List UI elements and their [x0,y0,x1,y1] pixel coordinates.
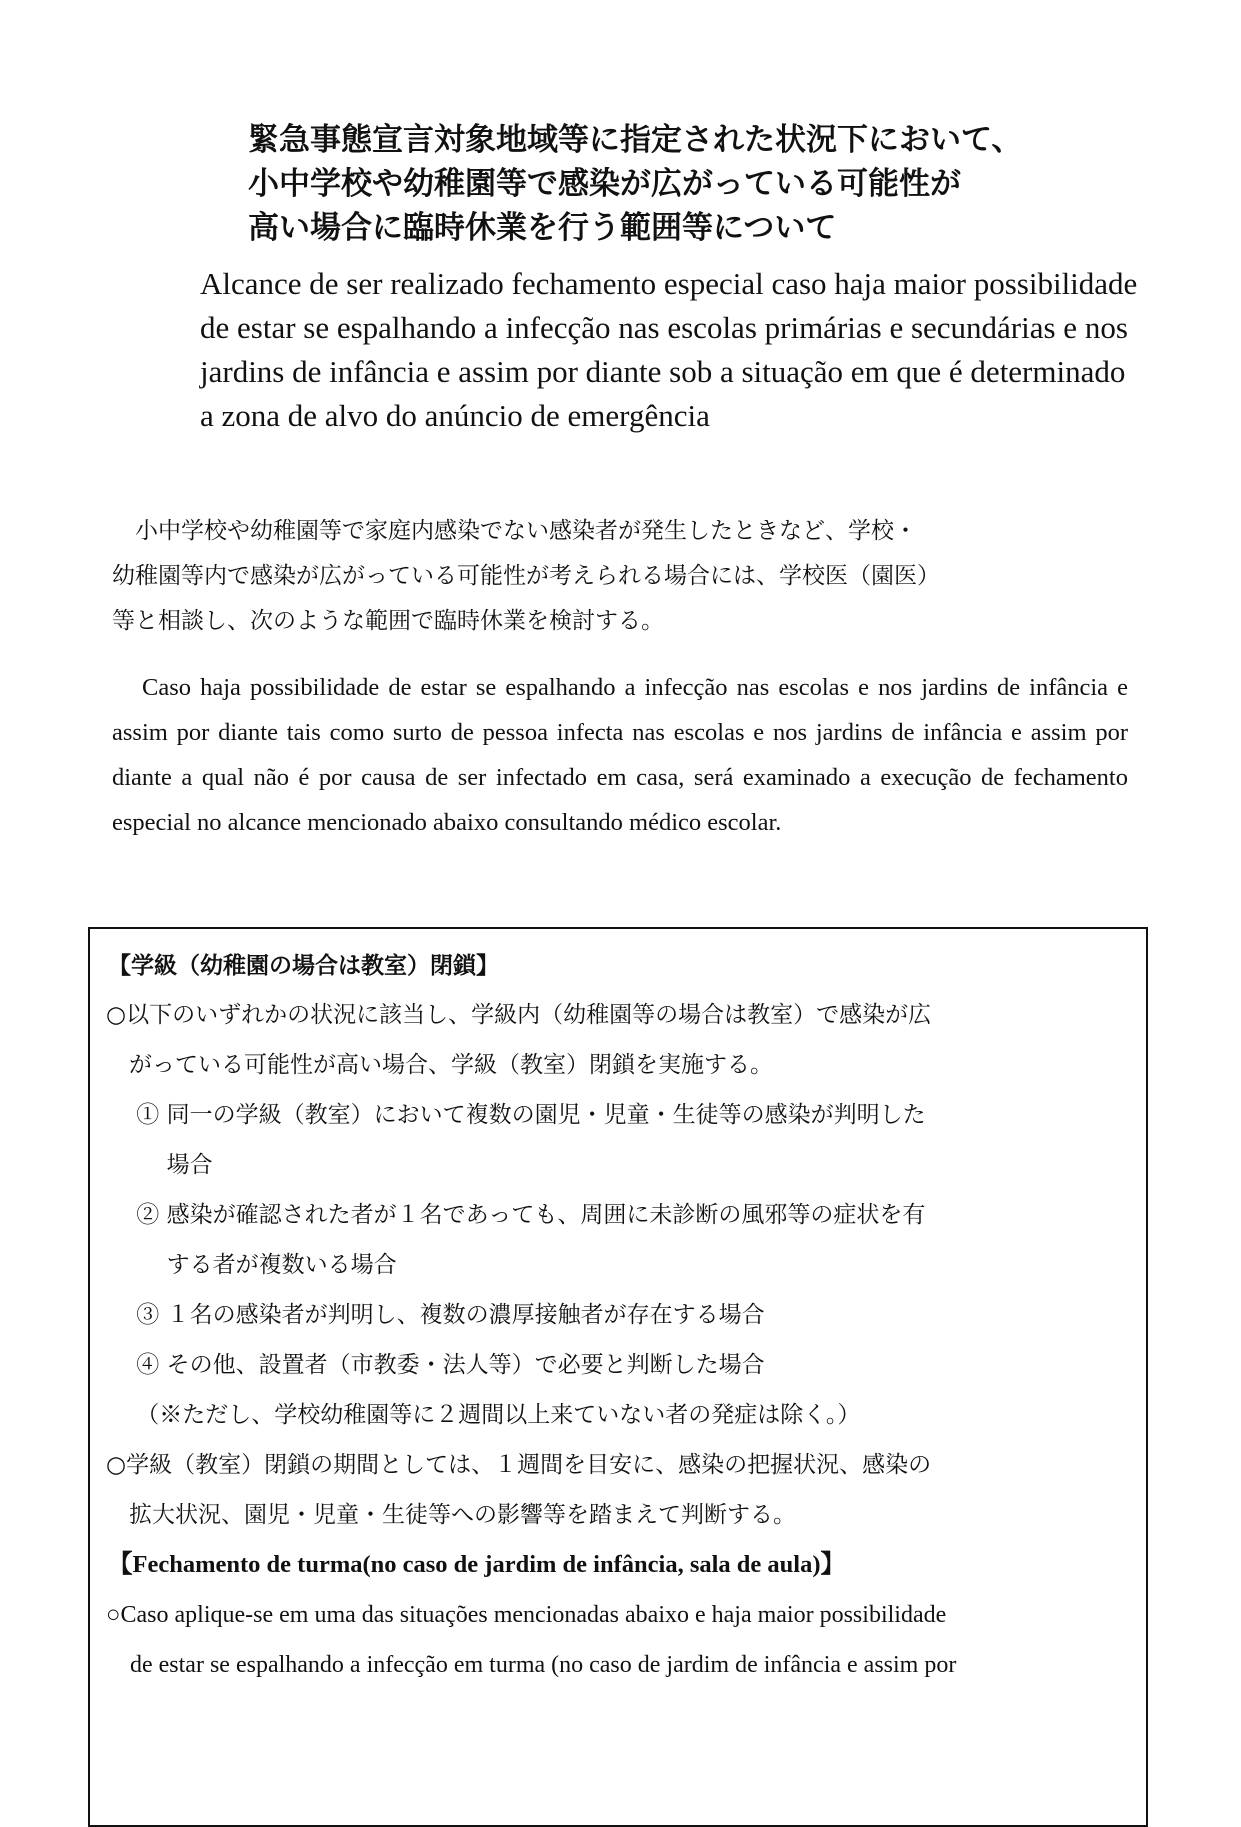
box-jp-line-3: ① 同一の学級（教室）において複数の園児・児童・生徒等の感染が判明した [106,1102,926,1128]
title-japanese [248,118,1148,250]
box-heading-portuguese: 【Fechamento de turma(no caso de jardim de infância, sala de aula)】 [108,1551,845,1578]
intro-paragraph-japanese [112,509,1132,644]
box-jp-line-8: ④ その他、設置者（市教委・法人等）で必要と判断した場合 [106,1352,765,1378]
box-pt-line-1: ○Caso aplique-se em uma das situações mencionadas abaixo e haja maior possibilidade [106,1602,947,1628]
box-jp-line-2: がっている可能性が高い場合、学級（教室）閉鎖を実施する。 [106,1052,773,1078]
title-jp-line-2: 小中学校や幼稚園等で感染が広がっている可能性が [248,166,961,202]
box-jp-line-6: する者が複数いる場合 [106,1252,397,1278]
title-jp-line-1: 緊急事態宣言対象地域等に指定された状況下において、 [248,122,1023,158]
box-jp-line-5: ② 感染が確認された者が１名であっても、周囲に未診断の風邪等の症状を有 [106,1202,926,1228]
box-jp-line-11: 拡大状況、園児・児童・生徒等への影響等を踏まえて判断する。 [106,1502,796,1528]
box-jp-line-7: ③ １名の感染者が判明し、複数の濃厚接触者が存在する場合 [106,1302,765,1328]
class-closure-box [88,927,1148,1827]
box-pt-line-2: de estar se espalhando a infecção em turma (no caso de jardim de infância e assim por [106,1652,957,1678]
title-portuguese: Alcance de ser realizado fechamento especial caso haja maior possibilidade de estar se espalhando a infecção nas escolas primárias e secundárias e nos jardins de infância e assim por diante sob a situação em que é determinado a zona de alvo do anúncio de emergência [200,266,1138,433]
box-jp-line-4: 場合 [106,1152,213,1178]
box-jp-line-9: （※ただし、学校幼稚園等に２週間以上来ていない者の発症は除く。） [106,1402,861,1428]
box-jp-line-1: ○以下のいずれかの状況に該当し、学級内（幼稚園等の場合は教室）で感染が広 [106,1002,932,1028]
box-heading-japanese: 【学級（幼稚園の場合は教室）閉鎖】 [108,953,499,979]
box-jp-line-10: ○学級（教室）閉鎖の期間としては、１週間を目安に、感染の把握状況、感染の [106,1452,932,1478]
intro-paragraph-portuguese: Caso haja possibilidade de estar se espalhando a infecção nas escolas e nos jardins de infância e assim por diante tais como surto de pessoa infecta nas escolas e nos jardins de infância e assim por diante a qual não é por causa de ser infectado em casa, será examinado a execução de fechamento especial no alcance mencionado abaixo consultando médico escolar. [112,674,1128,836]
intro-jp-line-2: 幼稚園等内で感染が広がっている可能性が考えられる場合には、学校医（園医） [112,563,940,589]
intro-jp-line-1: 小中学校や幼稚園等で家庭内感染でない感染者が発生したときなど、学校・ [112,518,917,544]
intro-jp-line-3: 等と相談し、次のような範囲で臨時休業を検討する。 [112,608,664,634]
title-jp-line-3: 高い場合に臨時休業を行う範囲等について [248,210,837,246]
